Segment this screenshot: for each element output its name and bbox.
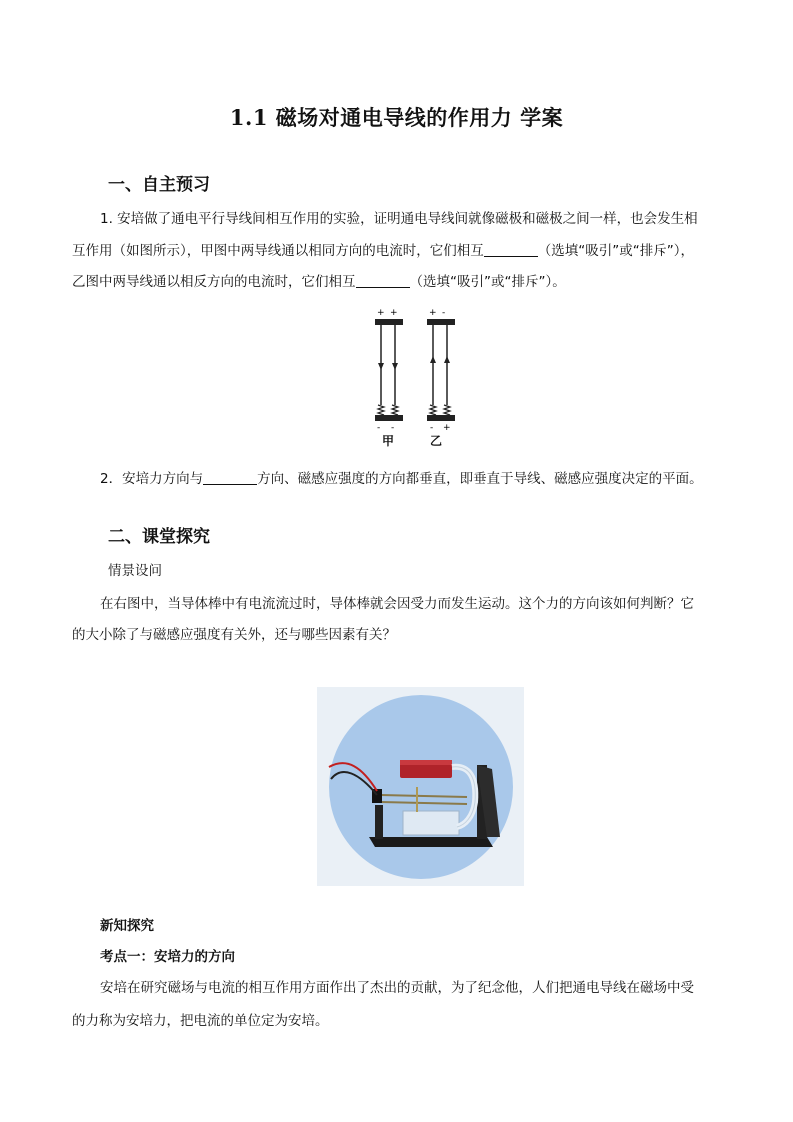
answer-blank[interactable] bbox=[203, 470, 257, 485]
answer-blank[interactable] bbox=[356, 273, 410, 288]
svg-text:-: - bbox=[377, 423, 381, 433]
page-title: 1.1 磁场对通电导线的作用力 学案 bbox=[229, 105, 564, 130]
parallel-wires-figure bbox=[370, 305, 460, 450]
point1-label: 考点一：安培力的方向 bbox=[100, 949, 235, 965]
q1-text-d: （选填“吸引”或“排斥”）。 bbox=[409, 274, 566, 290]
scene-label: 情景设问 bbox=[108, 563, 162, 579]
figure-label-jia: 甲 bbox=[382, 434, 395, 448]
q2-line bbox=[100, 467, 703, 487]
scene-text-line-1: 在右图中，当导体棒中有电流流过时，导体棒就会因受力而发生运动。这个力的方向该如何判断？它 bbox=[100, 596, 694, 612]
figure-jia bbox=[375, 308, 403, 433]
new-knowledge-label: 新知探究 bbox=[100, 918, 154, 934]
section-heading-explore: 二、课堂探究 bbox=[108, 527, 210, 547]
svg-text:-: - bbox=[442, 308, 446, 318]
q1-line-1: 1. 安培做了通电平行导线间相互作用的实验，证明通电导线间就像磁极和磁极之间一样，也会发生相 bbox=[100, 211, 698, 227]
point1-text-line-2: 的力称为安培力，把电流的单位定为安培。 bbox=[72, 1013, 329, 1029]
figure-label-yi: 乙 bbox=[430, 434, 443, 448]
q2-text-b: 方向、磁感应强度的方向都垂直，即垂直于导线、磁感应强度决定的平面。 bbox=[257, 471, 703, 487]
figure-yi bbox=[427, 308, 455, 433]
svg-text:+: + bbox=[443, 423, 451, 433]
svg-text:-: - bbox=[391, 423, 395, 433]
svg-text:+: + bbox=[377, 308, 385, 318]
section-heading-preview: 一、自主预习 bbox=[108, 175, 210, 195]
svg-text:+: + bbox=[390, 308, 398, 318]
scene-text-line-2: 的大小除了与磁感应强度有关外，还与哪些因素有关？ bbox=[72, 627, 396, 643]
q1-line-2 bbox=[72, 239, 694, 259]
q1-text-b: （选填“吸引”或“排斥”）， bbox=[537, 243, 694, 259]
answer-blank[interactable] bbox=[484, 242, 538, 257]
q1-text-a: 互作用（如图所示），甲图中两导线通以相同方向的电流时，它们相互 bbox=[72, 243, 484, 259]
q1-line-3 bbox=[72, 270, 566, 290]
q2-text-a: 2．安培力方向与 bbox=[100, 471, 204, 487]
apparatus-photo bbox=[317, 687, 524, 886]
svg-text:+: + bbox=[429, 308, 437, 318]
q1-text-c: 乙图中两导线通以相反方向的电流时，它们相互 bbox=[72, 274, 356, 290]
point1-text-line-1: 安培在研究磁场与电流的相互作用方面作出了杰出的贡献，为了纪念他，人们把通电导线在磁场中受 bbox=[100, 980, 694, 996]
svg-text:-: - bbox=[430, 423, 434, 433]
